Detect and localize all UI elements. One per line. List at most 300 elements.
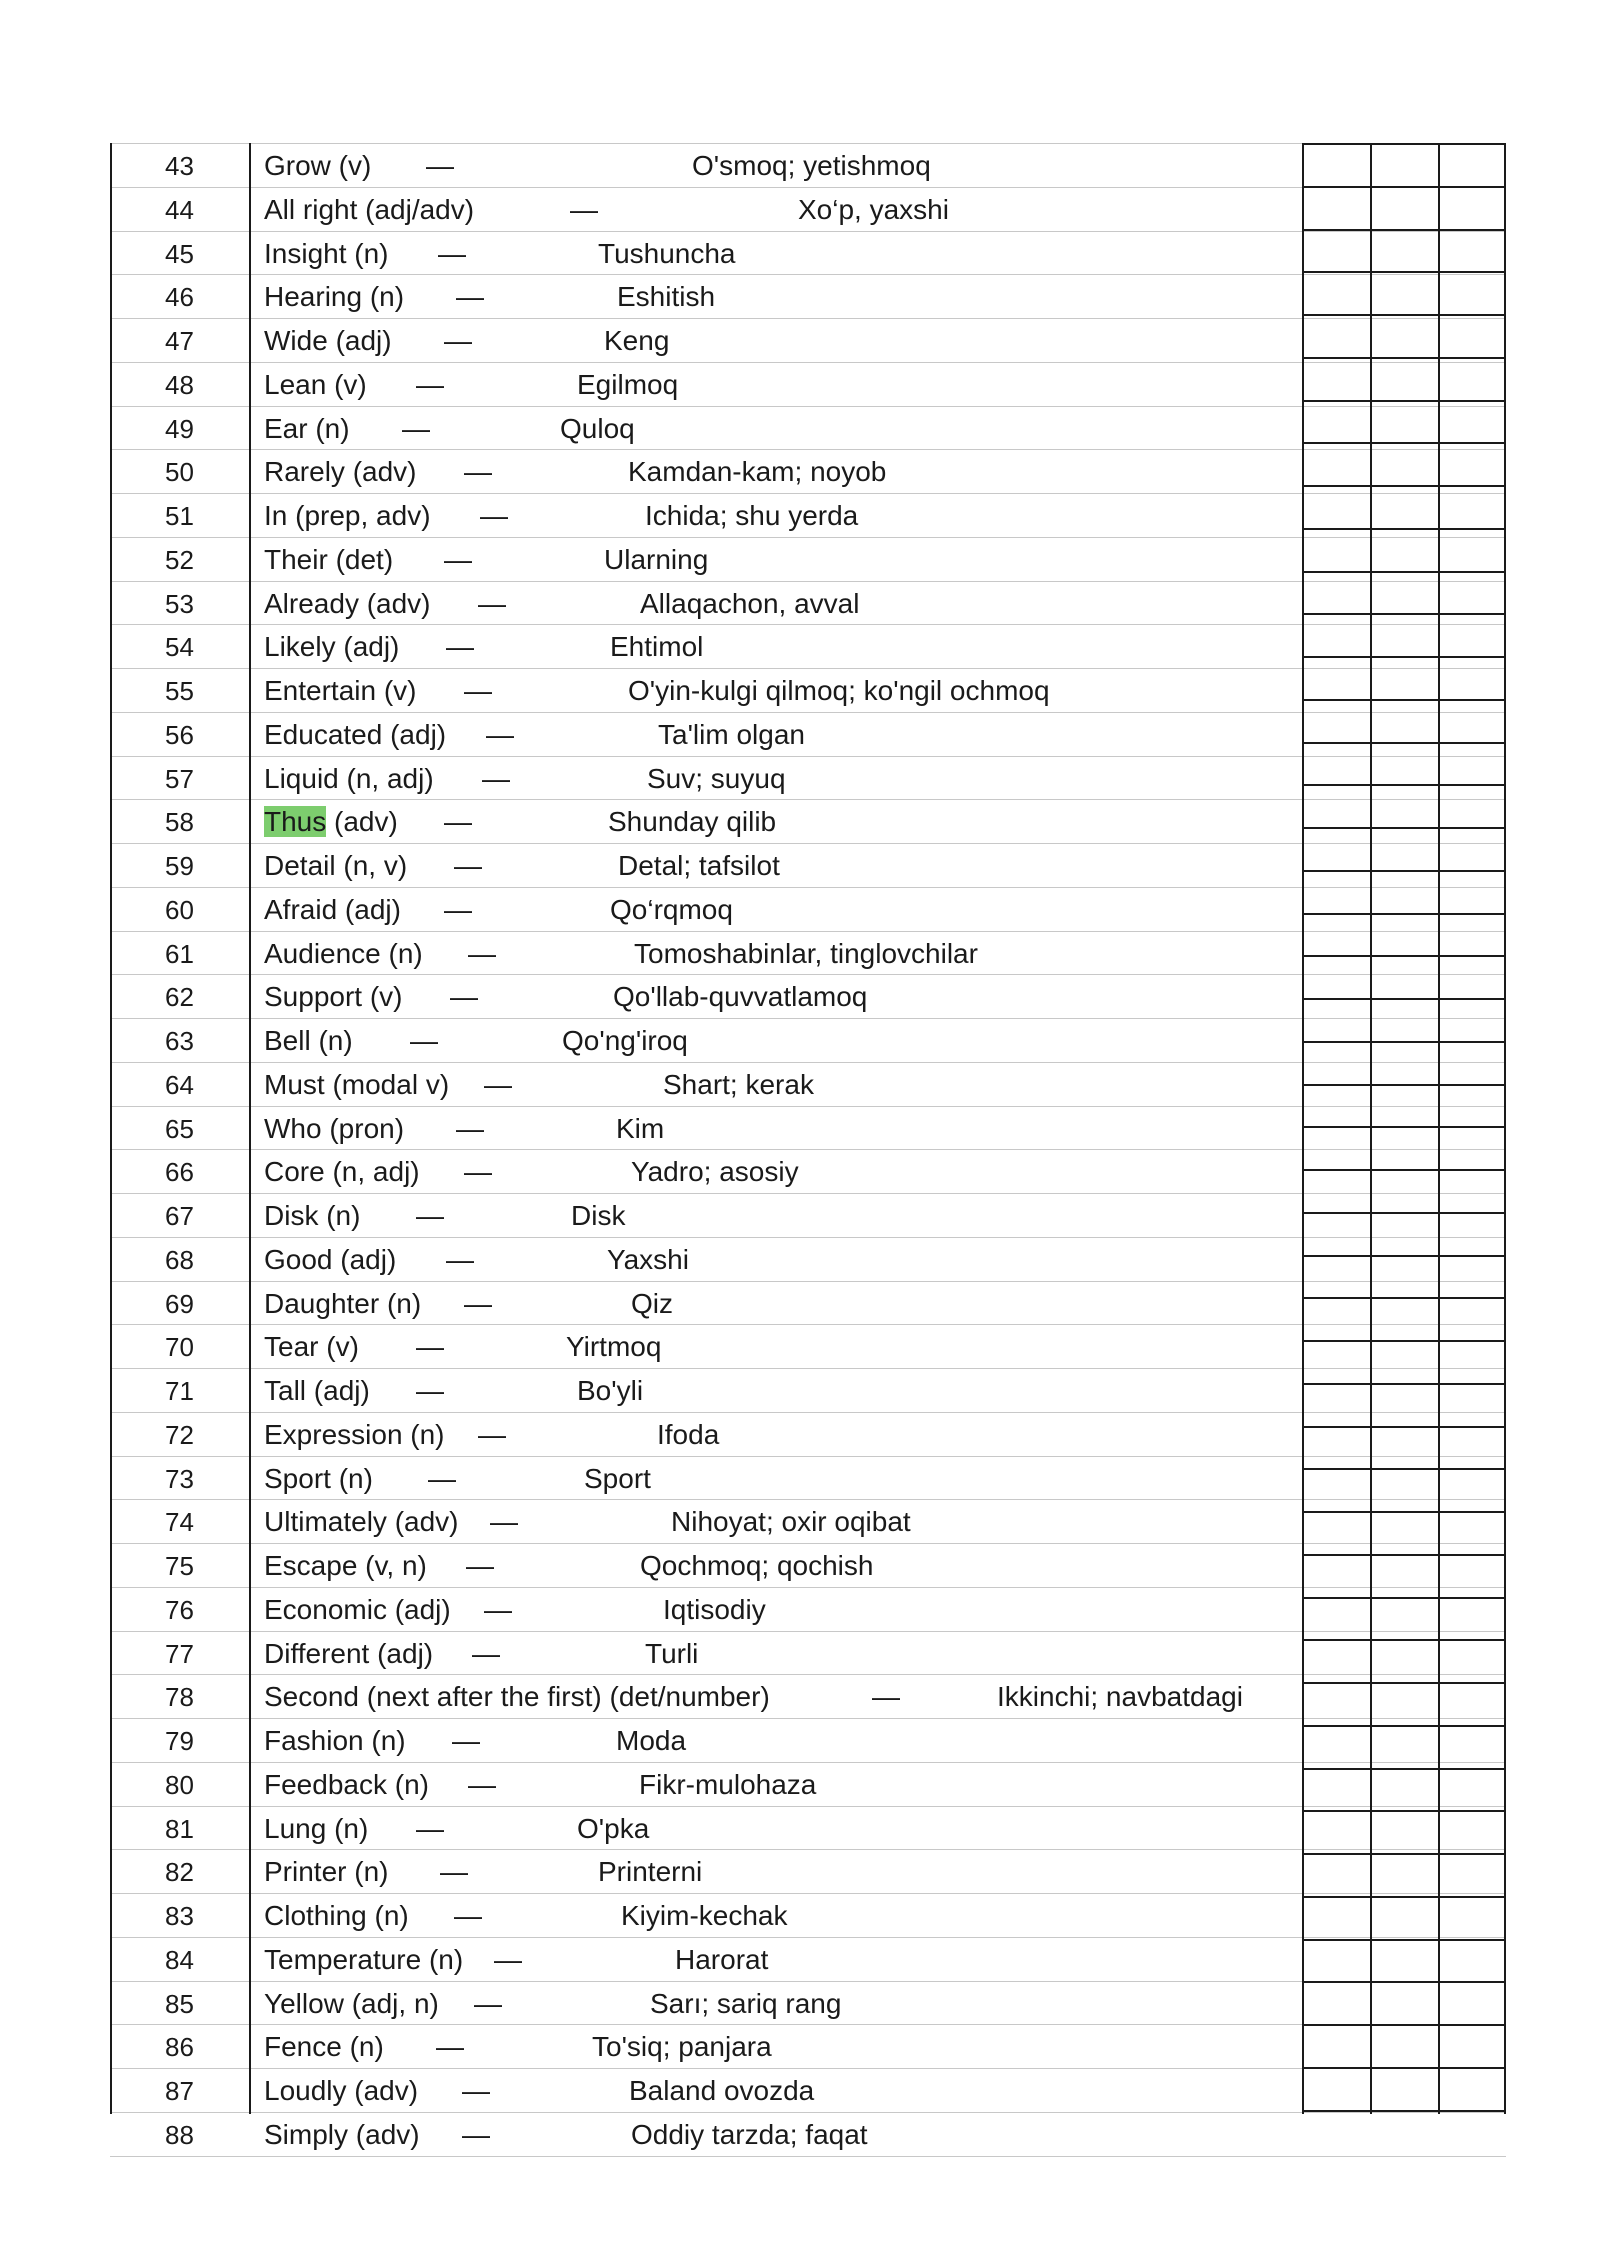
checkbox-1[interactable]	[1302, 669, 1370, 712]
checkbox-area-left-border	[1302, 143, 1304, 2114]
table-row	[110, 319, 1506, 363]
checkbox-1[interactable]	[1302, 494, 1370, 537]
checkbox-3[interactable]	[1438, 1369, 1506, 1412]
uzbek-translation: Keng	[604, 325, 670, 356]
row-number: 47	[165, 326, 194, 356]
separator-dash: —	[452, 1725, 480, 1756]
checkbox-row-line	[1302, 742, 1506, 744]
checkbox-row-line	[1302, 400, 1506, 402]
checkbox-1[interactable]	[1302, 232, 1370, 275]
checkbox-2[interactable]	[1370, 713, 1438, 756]
checkbox-3[interactable]	[1438, 1194, 1506, 1237]
checkbox-2[interactable]	[1370, 975, 1438, 1018]
checkbox-1[interactable]	[1302, 2025, 1370, 2068]
table-row	[110, 1194, 1506, 1238]
checkbox-1[interactable]	[1302, 275, 1370, 318]
row-number: 81	[165, 1813, 194, 1844]
separator-dash: —	[468, 1768, 496, 1800]
table-row	[110, 275, 1506, 319]
checkbox-2[interactable]	[1370, 800, 1438, 843]
row-number: 70	[165, 1332, 194, 1363]
checkbox-1[interactable]	[1302, 625, 1370, 668]
separator-dash: —	[464, 456, 492, 488]
english-word: Tear (v)	[264, 1331, 359, 1363]
checkbox-1[interactable]	[1302, 1194, 1370, 1237]
uzbek-translation: Kim	[616, 1112, 665, 1144]
row-number: 53	[165, 588, 194, 619]
english-word: Second (next after the first) (det/number)	[264, 1681, 770, 1713]
checkbox-3[interactable]	[1438, 538, 1506, 581]
english-word: Insight (n)	[264, 237, 389, 269]
checkbox-3[interactable]	[1438, 625, 1506, 668]
checkbox-2[interactable]	[1370, 1325, 1438, 1368]
checkbox-area-top-border	[1302, 143, 1506, 145]
english-word: Economic (adj)	[264, 1593, 451, 1625]
row-number: 76	[165, 1594, 194, 1625]
table-row	[110, 1325, 1506, 1369]
uzbek-translation: Ichida; shu yerda	[645, 500, 859, 531]
checkbox-3[interactable]	[1438, 1588, 1506, 1631]
row-number: 64	[165, 1069, 194, 1100]
checkbox-1[interactable]	[1302, 757, 1370, 800]
english-word	[264, 800, 398, 843]
row-number: 87	[165, 2076, 194, 2106]
uzbek-translation: To'siq; panjara	[592, 2031, 772, 2063]
uzbek-translation: Egilmoq	[577, 368, 679, 400]
english-word: Grow (v)	[264, 150, 372, 181]
checkbox-2[interactable]	[1370, 625, 1438, 668]
separator-dash: —	[416, 368, 444, 400]
separator-dash: —	[462, 2075, 490, 2106]
checkbox-3[interactable]	[1438, 1807, 1506, 1850]
separator-dash: —	[484, 1593, 512, 1625]
checkbox-1[interactable]	[1302, 1544, 1370, 1587]
checkbox-3[interactable]	[1438, 1544, 1506, 1587]
uzbek-translation: Suv; suyuq	[647, 762, 786, 794]
checkbox-row-line	[1302, 699, 1506, 701]
checkbox-2[interactable]	[1370, 669, 1438, 712]
row-number: 86	[165, 2032, 194, 2063]
table-row	[110, 1063, 1506, 1107]
checkbox-1[interactable]	[1302, 2113, 1370, 2156]
checkbox-1[interactable]	[1302, 1850, 1370, 1893]
uzbek-translation: Ifoda	[657, 1418, 720, 1450]
table-row	[110, 757, 1506, 801]
checkbox-1[interactable]	[1302, 319, 1370, 362]
table-row	[110, 1982, 1506, 2026]
checkbox-1[interactable]	[1302, 144, 1370, 187]
uzbek-translation: Iqtisodiy	[663, 1593, 766, 1625]
checkbox-1[interactable]	[1302, 800, 1370, 843]
table-left-border	[110, 143, 112, 2114]
separator-dash: —	[570, 193, 598, 225]
english-word: Fence (n)	[264, 2031, 384, 2063]
table-row	[110, 625, 1506, 669]
english-word: All right (adj/adv)	[264, 193, 475, 225]
table-row	[110, 1894, 1506, 1938]
checkbox-row-line	[1302, 1768, 1506, 1770]
checkbox-row-line	[1302, 186, 1506, 188]
table-row	[110, 1019, 1506, 1063]
uzbek-translation: Detal; tafsilot	[618, 850, 780, 881]
checkbox-row-line	[1302, 1084, 1506, 1086]
checkbox-1[interactable]	[1302, 1369, 1370, 1412]
checkbox-1[interactable]	[1302, 975, 1370, 1018]
table-row	[110, 1807, 1506, 1851]
checkbox-1[interactable]	[1302, 538, 1370, 581]
checkbox-2[interactable]	[1370, 582, 1438, 625]
separator-dash: —	[482, 762, 510, 794]
table-row	[110, 407, 1506, 451]
uzbek-translation: Qo‘rqmoq	[610, 893, 733, 925]
checkbox-row-line	[1302, 485, 1506, 487]
checkbox-3[interactable]	[1438, 888, 1506, 931]
checkbox-3[interactable]	[1438, 1894, 1506, 1937]
separator-dash: —	[454, 850, 482, 881]
checkbox-1[interactable]	[1302, 713, 1370, 756]
checkbox-2[interactable]	[1370, 1369, 1438, 1412]
checkbox-3[interactable]	[1438, 1325, 1506, 1368]
uzbek-translation: Oddiy tarzda; faqat	[631, 2118, 868, 2150]
row-number: 58	[165, 807, 194, 838]
table-row	[110, 669, 1506, 713]
row-number: 51	[165, 501, 194, 531]
row-number: 83	[165, 1901, 194, 1931]
checkbox-2[interactable]	[1370, 932, 1438, 975]
table-row	[110, 975, 1506, 1019]
separator-dash: —	[490, 1506, 518, 1538]
row-number: 52	[165, 544, 194, 575]
table-row	[110, 844, 1506, 888]
checkbox-1[interactable]	[1302, 1150, 1370, 1193]
english-word: Temperature (n)	[264, 1943, 464, 1975]
uzbek-translation: Sarı; sariq rang	[650, 1987, 842, 2019]
row-number: 44	[165, 194, 194, 225]
separator-dash: —	[478, 587, 506, 619]
checkbox-3[interactable]	[1438, 1500, 1506, 1543]
checkbox-2[interactable]	[1370, 844, 1438, 887]
separator-dash: —	[416, 1331, 444, 1363]
row-number: 55	[165, 676, 194, 706]
row-number: 66	[165, 1157, 194, 1188]
checkbox-row-line	[1302, 229, 1506, 231]
separator-dash: —	[426, 150, 454, 181]
checkbox-3[interactable]	[1438, 2025, 1506, 2068]
row-number: 88	[165, 2119, 194, 2150]
checkbox-1[interactable]	[1302, 1282, 1370, 1325]
checkbox-2[interactable]	[1370, 538, 1438, 581]
table-row	[110, 363, 1506, 407]
checkbox-3[interactable]	[1438, 1413, 1506, 1456]
checkbox-3[interactable]	[1438, 1457, 1506, 1500]
checkbox-1[interactable]	[1302, 582, 1370, 625]
english-word: Loudly (adv)	[264, 2075, 419, 2106]
checkbox-2[interactable]	[1370, 1413, 1438, 1456]
checkbox-2[interactable]	[1370, 232, 1438, 275]
separator-dash: —	[456, 281, 484, 313]
checkbox-3[interactable]	[1438, 1982, 1506, 2025]
checkbox-3[interactable]	[1438, 800, 1506, 843]
checkbox-row-line	[1302, 1725, 1506, 1727]
uzbek-translation: Qochmoq; qochish	[640, 1550, 874, 1581]
table-row	[110, 932, 1506, 976]
checkbox-2[interactable]	[1370, 1807, 1438, 1850]
checkbox-row-line	[1302, 1169, 1506, 1171]
row-number: 72	[165, 1419, 194, 1450]
checkbox-divider-2	[1438, 143, 1440, 2114]
checkbox-3[interactable]	[1438, 582, 1506, 625]
checkbox-2[interactable]	[1370, 888, 1438, 931]
checkbox-3[interactable]	[1438, 144, 1506, 187]
english-word: Wide (adj)	[264, 325, 392, 356]
checkbox-row-line	[1302, 442, 1506, 444]
table-row	[110, 1850, 1506, 1894]
row-number: 50	[165, 457, 194, 488]
checkbox-1[interactable]	[1302, 1500, 1370, 1543]
uzbek-translation: Bo'yli	[577, 1375, 644, 1406]
separator-dash: —	[402, 412, 430, 444]
checkbox-row-line	[1302, 1126, 1506, 1128]
checkbox-1[interactable]	[1302, 1588, 1370, 1631]
checkbox-1[interactable]	[1302, 1632, 1370, 1675]
row-number: 60	[165, 894, 194, 925]
vocabulary-table	[110, 143, 1506, 2157]
row-number: 63	[165, 1026, 194, 1056]
checkbox-2[interactable]	[1370, 1982, 1438, 2025]
checkbox-1[interactable]	[1302, 2069, 1370, 2112]
table-row	[110, 1632, 1506, 1676]
checkbox-2[interactable]	[1370, 188, 1438, 231]
separator-dash: —	[494, 1943, 522, 1975]
checkbox-2[interactable]	[1370, 494, 1438, 537]
checkbox-2[interactable]	[1370, 2069, 1438, 2112]
checkbox-row-line	[1302, 1810, 1506, 1812]
separator-dash: —	[446, 631, 474, 663]
checkbox-3[interactable]	[1438, 1938, 1506, 1981]
checkbox-3[interactable]	[1438, 1632, 1506, 1675]
checkbox-1[interactable]	[1302, 1457, 1370, 1500]
checkbox-1[interactable]	[1302, 1938, 1370, 1981]
english-word: Must (modal v)	[264, 1068, 450, 1100]
uzbek-translation: Harorat	[675, 1943, 769, 1975]
checkbox-row-line	[1302, 571, 1506, 573]
checkbox-3[interactable]	[1438, 188, 1506, 231]
uzbek-translation: Kamdan-kam; noyob	[628, 456, 887, 488]
separator-dash: —	[462, 2118, 490, 2150]
checkbox-row-line	[1302, 1981, 1506, 1983]
english-word: Core (n, adj)	[264, 1156, 420, 1188]
uzbek-translation: Sport	[584, 1462, 651, 1494]
number-column-divider	[249, 143, 251, 2114]
english-word: Hearing (n)	[264, 281, 405, 313]
checkbox-2[interactable]	[1370, 275, 1438, 318]
checkbox-row-line	[1302, 357, 1506, 359]
checkbox-2[interactable]	[1370, 2025, 1438, 2068]
checkbox-1[interactable]	[1302, 1325, 1370, 1368]
table-row	[110, 888, 1506, 932]
separator-dash: —	[464, 1156, 492, 1188]
uzbek-translation: Tomoshabinlar, tinglovchilar	[634, 937, 978, 969]
checkbox-1[interactable]	[1302, 932, 1370, 975]
checkbox-3[interactable]	[1438, 275, 1506, 318]
table-row	[110, 1675, 1506, 1719]
checkbox-row-line	[1302, 1383, 1506, 1385]
checkbox-row-line	[1302, 1639, 1506, 1641]
checkbox-3[interactable]	[1438, 757, 1506, 800]
uzbek-translation: Qo'llab-quvvatlamoq	[613, 981, 868, 1013]
checkbox-3[interactable]	[1438, 232, 1506, 275]
checkbox-3[interactable]	[1438, 932, 1506, 975]
checkbox-3[interactable]	[1438, 669, 1506, 712]
checkbox-2[interactable]	[1370, 1632, 1438, 1675]
uzbek-translation: O'smoq; yetishmoq	[692, 150, 931, 181]
checkbox-2[interactable]	[1370, 1194, 1438, 1237]
table-row	[110, 1763, 1506, 1807]
checkbox-2[interactable]	[1370, 757, 1438, 800]
uzbek-translation: O'yin-kulgi qilmoq; ko'ngil ochmoq	[628, 675, 1050, 706]
uzbek-translation: Ikkinchi; navbatdagi	[997, 1681, 1243, 1713]
english-word: Printer (n)	[264, 1856, 389, 1888]
row-number: 74	[165, 1507, 194, 1538]
checkbox-1[interactable]	[1302, 1413, 1370, 1456]
english-word: Fashion (n)	[264, 1725, 406, 1756]
checkbox-2[interactable]	[1370, 1238, 1438, 1281]
checkbox-2[interactable]	[1370, 1850, 1438, 1893]
table-row	[110, 582, 1506, 626]
english-word: Clothing (n)	[264, 1900, 409, 1931]
checkbox-row-line	[1302, 955, 1506, 957]
checkbox-row-line	[1302, 271, 1506, 273]
row-number: 78	[165, 1682, 194, 1713]
english-word: Afraid (adj)	[264, 893, 401, 925]
checkbox-1[interactable]	[1302, 1894, 1370, 1937]
row-number: 68	[165, 1244, 194, 1275]
row-number: 49	[165, 413, 194, 444]
checkbox-3[interactable]	[1438, 319, 1506, 362]
separator-dash: —	[466, 1550, 494, 1581]
table-row	[110, 1413, 1506, 1457]
checkbox-2[interactable]	[1370, 1544, 1438, 1587]
separator-dash: —	[440, 1856, 468, 1888]
table-row	[110, 2069, 1506, 2113]
checkbox-3[interactable]	[1438, 2113, 1506, 2156]
table-row	[110, 1457, 1506, 1501]
checkbox-area-right-border	[1504, 143, 1506, 2114]
row-number: 48	[165, 369, 194, 400]
english-word: In (prep, adv)	[264, 500, 431, 531]
row-number: 79	[165, 1726, 194, 1756]
checkbox-3[interactable]	[1438, 1282, 1506, 1325]
table-row	[110, 1238, 1506, 1282]
separator-dash: —	[444, 543, 472, 575]
checkbox-1[interactable]	[1302, 1807, 1370, 1850]
checkbox-2[interactable]	[1370, 2113, 1438, 2156]
checkbox-3[interactable]	[1438, 713, 1506, 756]
checkbox-2[interactable]	[1370, 1938, 1438, 1981]
checkbox-row-line	[1302, 827, 1506, 829]
english-word: Support (v)	[264, 981, 403, 1013]
checkbox-3[interactable]	[1438, 494, 1506, 537]
checkbox-row-line	[1302, 1340, 1506, 1342]
separator-dash: —	[456, 1112, 484, 1144]
english-word: Feedback (n)	[264, 1768, 429, 1800]
checkbox-row-line	[1302, 2110, 1506, 2112]
table-row	[110, 1107, 1506, 1151]
uzbek-translation: Allaqachon, avval	[640, 587, 860, 619]
english-word: Tall (adj)	[264, 1375, 370, 1406]
checkbox-3[interactable]	[1438, 1238, 1506, 1281]
uzbek-translation: Tushuncha	[598, 237, 736, 269]
checkbox-3[interactable]	[1438, 844, 1506, 887]
table-row	[110, 1150, 1506, 1194]
uzbek-translation: Qo'ng'iroq	[562, 1025, 688, 1056]
english-word: Good (adj)	[264, 1243, 397, 1275]
checkbox-1[interactable]	[1302, 1238, 1370, 1281]
row-number: 71	[165, 1376, 194, 1406]
checkbox-3[interactable]	[1438, 2069, 1506, 2112]
checkbox-row-line	[1302, 2024, 1506, 2026]
checkbox-1[interactable]	[1302, 1982, 1370, 2025]
checkbox-2[interactable]	[1370, 1150, 1438, 1193]
table-row	[110, 1500, 1506, 1544]
english-word: Expression (n)	[264, 1418, 445, 1450]
uzbek-translation: Shart; kerak	[663, 1068, 814, 1100]
checkbox-2[interactable]	[1370, 1282, 1438, 1325]
separator-dash: —	[450, 981, 478, 1013]
checkbox-3[interactable]	[1438, 975, 1506, 1018]
checkbox-3[interactable]	[1438, 1850, 1506, 1893]
checkbox-2[interactable]	[1370, 1457, 1438, 1500]
row-number: 61	[165, 938, 194, 969]
checkbox-2[interactable]	[1370, 144, 1438, 187]
checkbox-2[interactable]	[1370, 1588, 1438, 1631]
checkbox-row-line	[1302, 1853, 1506, 1855]
checkbox-2[interactable]	[1370, 1894, 1438, 1937]
separator-dash: —	[464, 675, 492, 706]
table-row	[110, 2025, 1506, 2069]
english-word: Rarely (adv)	[264, 456, 417, 488]
table-row	[110, 450, 1506, 494]
checkbox-1[interactable]	[1302, 844, 1370, 887]
checkbox-1[interactable]	[1302, 888, 1370, 931]
checkbox-2[interactable]	[1370, 319, 1438, 362]
table-row	[110, 188, 1506, 232]
separator-dash: —	[446, 1243, 474, 1275]
separator-dash: —	[468, 937, 496, 969]
checkbox-row-line	[1302, 1554, 1506, 1556]
checkbox-row-line	[1302, 1468, 1506, 1470]
separator-dash: —	[872, 1681, 900, 1713]
row-number: 59	[165, 851, 194, 881]
english-word: Escape (v, n)	[264, 1550, 427, 1581]
row-number: 54	[165, 632, 194, 663]
checkbox-2[interactable]	[1370, 1500, 1438, 1543]
uzbek-translation: Shunday qilib	[608, 806, 777, 838]
english-word: Bell (n)	[264, 1025, 353, 1056]
checkbox-row-line	[1302, 913, 1506, 915]
english-word: Lean (v)	[264, 368, 367, 400]
english-word: Detail (n, v)	[264, 850, 408, 881]
checkbox-1[interactable]	[1302, 188, 1370, 231]
separator-dash: —	[472, 1637, 500, 1669]
uzbek-translation: Yaxshi	[607, 1243, 689, 1275]
uzbek-translation: Baland ovozda	[629, 2075, 815, 2106]
row-number: 46	[165, 282, 194, 313]
english-word: Different (adj)	[264, 1637, 434, 1669]
checkbox-row-line	[1302, 1212, 1506, 1214]
checkbox-3[interactable]	[1438, 1150, 1506, 1193]
table-row	[110, 494, 1506, 538]
